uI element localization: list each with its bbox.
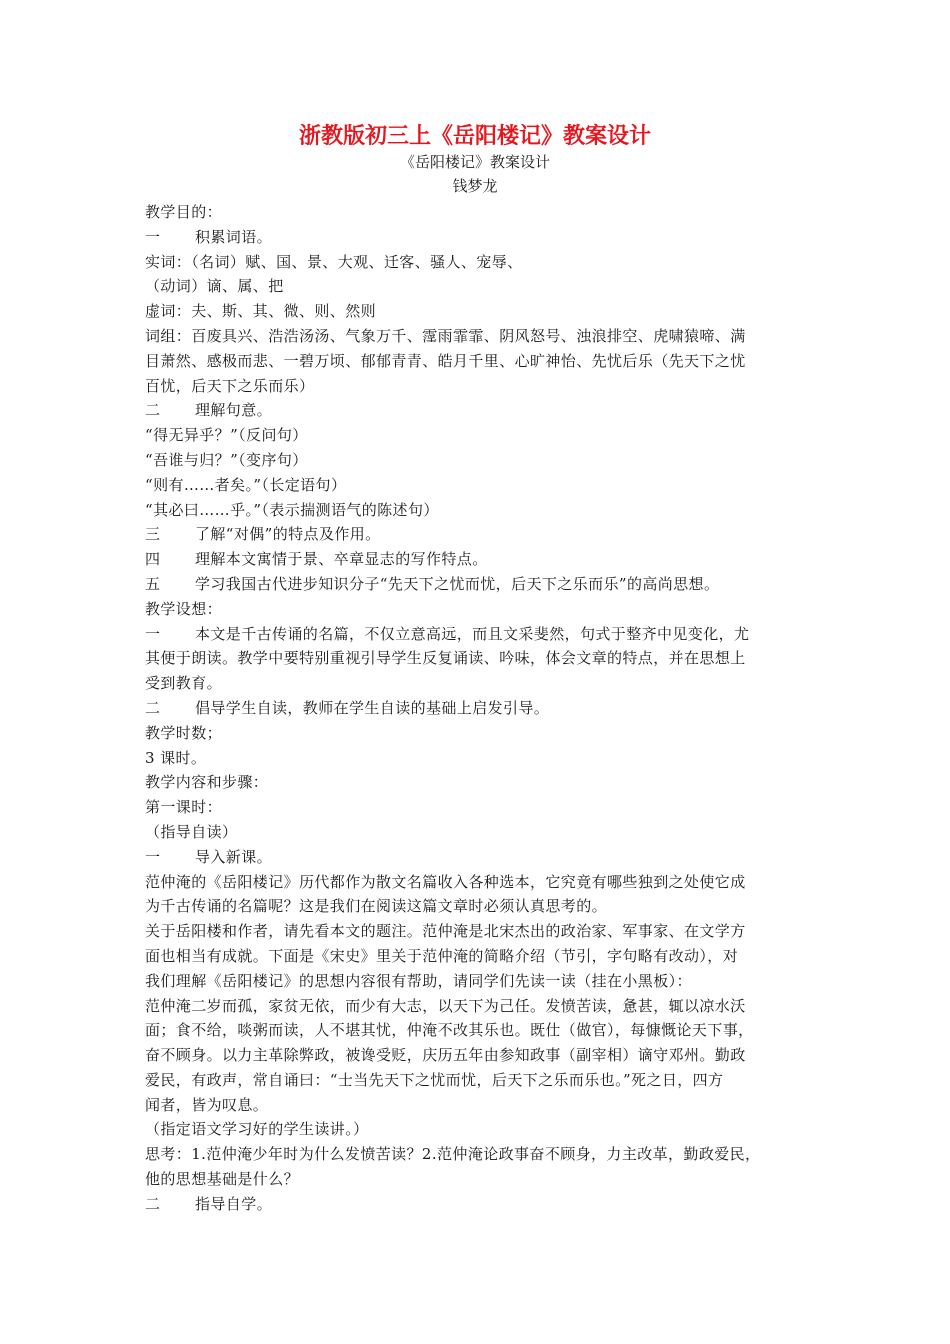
text-line [145,1068,815,1093]
section-number: 一 [145,227,161,246]
text-line [145,473,815,498]
line-text: 面也相当有成就。下面是《宋史》里关于范仲淹的简略介绍（节引，字句略有改动），对 [145,946,739,965]
line-text: “得无异乎？”（反问句） [145,426,308,445]
line-text: 面；食不给，啖粥而读，人不堪其忧，仲淹不改其乐也。既仕（做官），每慷慨论天下事， [145,1021,754,1040]
section-number: 一 [145,624,161,643]
line-text: “吾谁与归？”（变序句） [145,450,308,469]
text-line [145,795,815,820]
text-line [145,1043,815,1068]
line-text: 爱民，有政声，常自诵曰：“士当先天下之忧而忧，后天下之乐而乐也。”死之日，四方 [145,1070,724,1089]
text-line [145,1167,815,1192]
text-line [145,696,815,721]
line-text: 闻者，皆为叹息。 [145,1095,269,1114]
text-line [145,820,815,845]
text-line [145,522,815,547]
text-line [145,1093,815,1118]
line-text: 范仲淹的《岳阳楼记》历代都作为散文名篇收入各种选本，它究竟有哪些独到之处使它成 [145,872,746,891]
line-text: 虚词：夫、斯、其、微、则、然则 [145,302,377,321]
text-line [145,274,815,299]
line-text: 受到教育。 [145,674,223,693]
line-text: 导入新课。 [195,847,273,866]
line-text: （动词）谪、属、把 [145,277,284,296]
text-line [145,870,815,895]
line-text: 他的思想基础是什么？ [145,1170,300,1189]
text-line [145,646,815,671]
text-line [145,845,815,870]
section-number: 二 [145,1194,161,1213]
line-text: 第一课时： [145,798,223,817]
line-text: 百忧，后天下之乐而乐） [145,376,315,395]
text-line [145,374,815,399]
line-text: 教学设想： [145,599,223,618]
line-text: 我们理解《岳阳楼记》的思想内容很有帮助，请同学们先读一读（挂在小黑板）： [145,971,692,990]
document-body [145,200,815,1217]
text-line [145,225,815,250]
line-text: 其便于朗读。教学中要特别重视引导学生反复诵读、吟味，体会文章的特点，并在思想上 [145,649,746,668]
text-line [145,1117,815,1142]
text-line [145,250,815,275]
section-number: 二 [145,401,161,420]
text-line [145,622,815,647]
text-line [145,299,815,324]
line-text: 3 课时。 [145,748,207,767]
line-text: 实词：（名词）赋、国、景、大观、迁客、骚人、宠辱、 [145,252,523,271]
text-line [145,994,815,1019]
line-text: 教学内容和步骤： [145,773,269,792]
text-line [145,671,815,696]
text-line [145,547,815,572]
line-text: 理解句意。 [195,401,273,420]
line-text: （指定语文学习好的学生读讲。） [145,1120,369,1139]
text-line [145,572,815,597]
line-text: 积累词语。 [195,227,273,246]
text-line [145,969,815,994]
line-text: 指导自学。 [195,1194,273,1213]
text-line [145,398,815,423]
line-text: 教学时数； [145,723,223,742]
text-line [145,721,815,746]
line-text: 思考：1.范仲淹少年时为什么发愤苦读？2.范仲淹论政事奋不顾身，力主改革，勤政爱民， [145,1145,761,1164]
line-text: 目萧然、感极而悲、一碧万顷、郁郁青青、皓月千里、心旷神怡、先忧后乐（先天下之忧 [145,351,746,370]
text-line [145,423,815,448]
text-line [145,448,815,473]
document-subtitle: 《岳阳楼记》教案设计 [399,153,550,171]
text-line [145,746,815,771]
line-text: 奋不顾身。以力主革除弊政，被谗受贬，庆历五年由参知政事（副宰相）谪守邓州。勤政 [145,1046,746,1065]
section-number: 一 [145,847,161,866]
text-line [145,770,815,795]
line-text: 范仲淹二岁而孤，家贫无依，而少有大志，以天下为己任。发愤苦读，惫甚，辄以凉水沃 [145,996,746,1015]
line-text: 理解本文寓情于景、卒章显志的写作特点。 [195,550,488,569]
line-text: “其必曰……乎。”（表示揣测语气的陈述句） [145,500,439,519]
line-text: 词组：百废具兴、浩浩汤汤、气象万千、霪雨霏霏、阴风怒号、浊浪排空、虎啸猿啼、满 [145,326,746,345]
text-line [145,1192,815,1217]
text-line [145,597,815,622]
section-number: 五 [145,574,161,593]
line-text: 教学目的： [145,203,223,221]
line-text: 关于岳阳楼和作者，请先看本文的题注。范仲淹是北宋杰出的政治家、军事家、在文学方 [145,922,746,941]
document-author: 钱梦龙 [452,177,498,195]
line-text: 倡导学生自读，教师在学生自读的基础上启发引导。 [195,698,550,717]
document-title: 浙教版初三上《岳阳楼记》教案设计 [298,123,651,149]
section-number: 二 [145,698,161,717]
text-line [145,349,815,374]
line-text: （指导自读） [145,822,238,841]
line-text: 本文是千古传诵的名篇，不仅立意高远，而且文采斐然，句式于整齐中见变化，尤 [195,624,750,643]
section-number: 三 [145,525,161,544]
text-line [145,894,815,919]
line-text: 学习我国古代进步知识分子“先天下之忧而忧，后天下之乐而乐”的高尚思想。 [195,574,720,593]
line-text: 为千古传诵的名篇呢？这是我们在阅读这篇文章时必须认真思考的。 [145,897,608,916]
text-line [145,919,815,944]
line-text: 了解“对偶”的特点及作用。 [195,525,381,544]
text-line [145,200,815,225]
text-line [145,1142,815,1167]
text-line [145,1018,815,1043]
text-line [145,324,815,349]
text-line [145,498,815,523]
text-line [145,944,815,969]
line-text: “则有……者矣。”（长定语句） [145,475,347,494]
section-number: 四 [145,550,161,569]
